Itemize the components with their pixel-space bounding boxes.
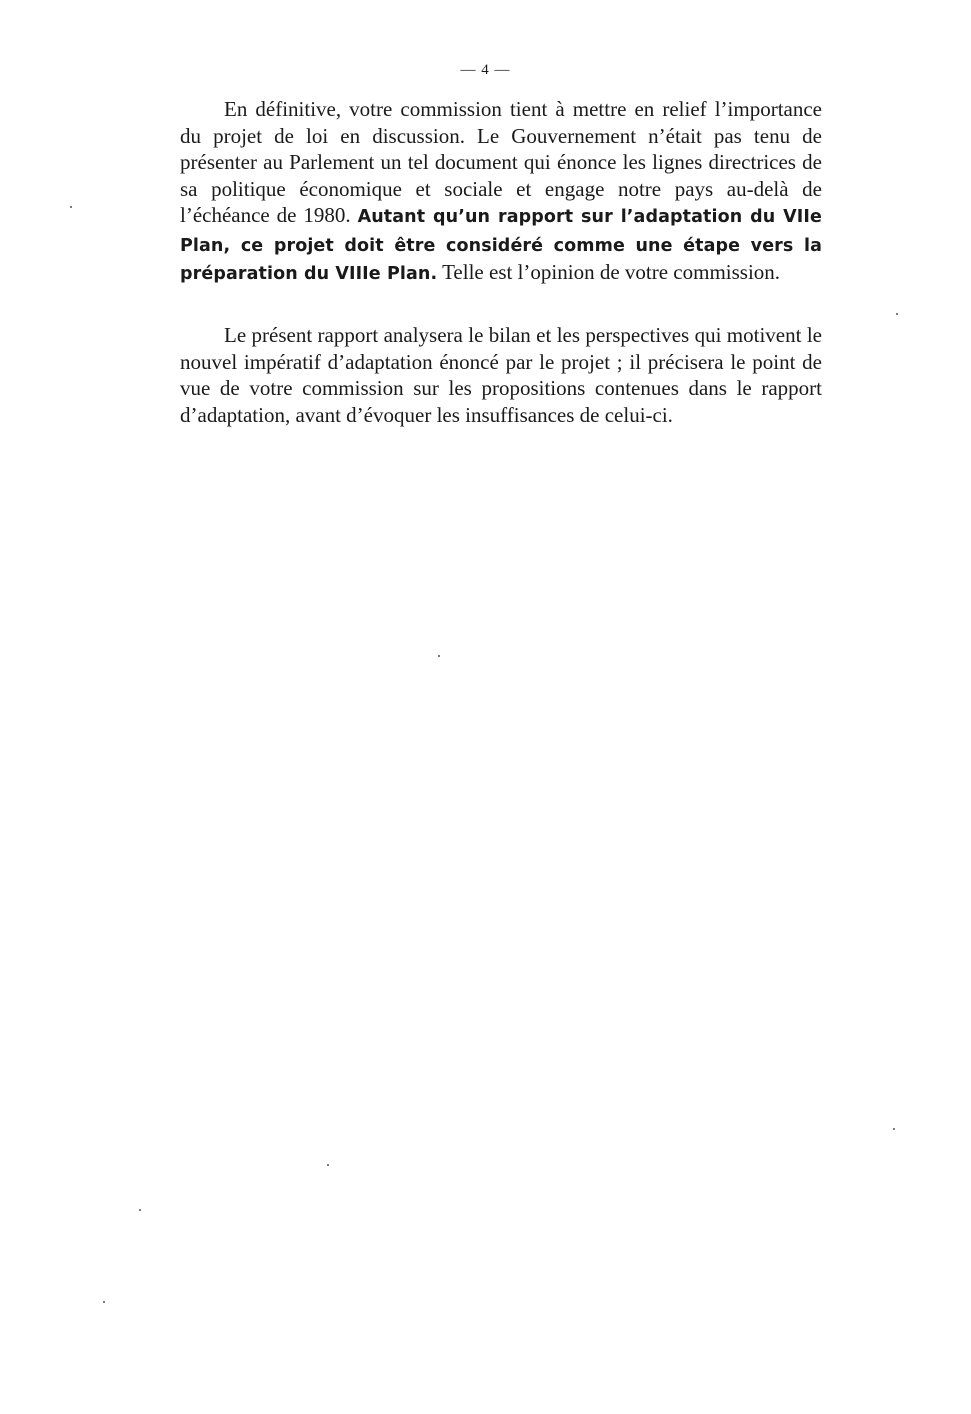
scan-speck (139, 1209, 141, 1211)
page-number: — 4 — (460, 62, 511, 78)
paragraph-1-emphasis: Autant qu’un rapport sur l’adaptation du VIIe Plan, ce projet doit être considéré comme une étape vers la préparation du VIIIe Plan. (180, 207, 822, 284)
paragraph-1 (180, 96, 822, 288)
paragraph-2: Le présent rapport analysera le bilan et les perspectives qui motivent le nouvel impératif d’adaptation énoncé par le projet ; il précisera le point de vue de votre commission sur les propositions contenues dans le rapport d’adaptation, avant d’évoquer les insuffisances de celui-ci. (180, 323, 822, 427)
scan-speck (327, 1164, 329, 1166)
scan-speck (70, 206, 72, 208)
paragraph-1-text-before: En définitive, votre commission tient à mettre en relief l’importance du projet de loi en discussion. Le Gouvernement n’était pas tenu de présenter au Parlement un tel document qui énonce les lignes directrices de sa politique économique et sociale et engage notre pays au-delà de l’échéance de 1980. (180, 97, 822, 227)
scan-speck (438, 655, 440, 657)
scan-speck (103, 1301, 105, 1303)
scan-speck (896, 313, 898, 315)
paragraph-1-text-after: Telle est l’opinion de votre commission. (437, 260, 781, 284)
scan-speck (893, 1128, 895, 1130)
